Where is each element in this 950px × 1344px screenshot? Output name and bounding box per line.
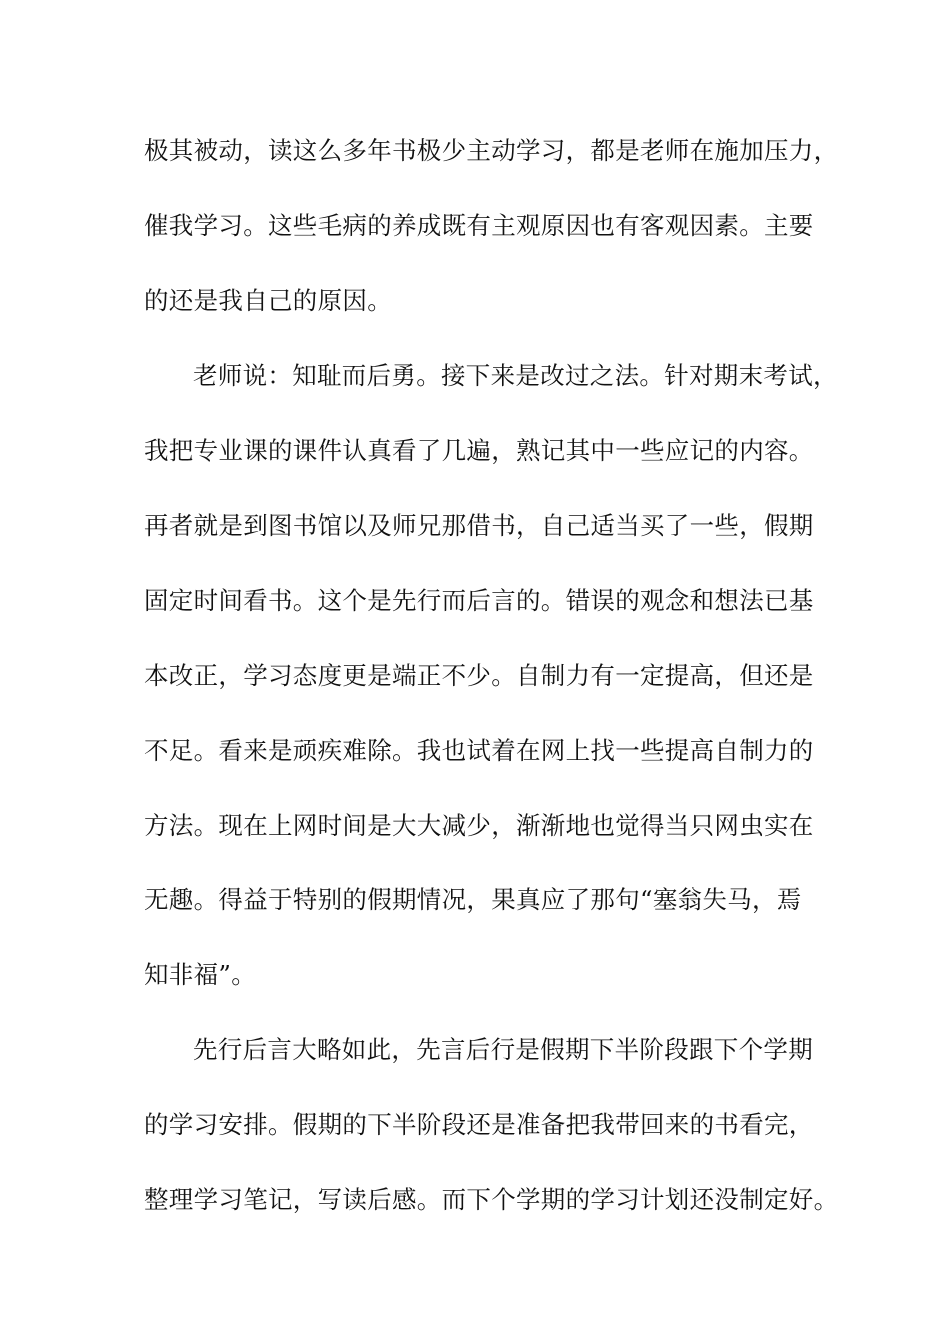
text-line: 的学习安排。假期的下半阶段还是准备把我带回来的书看完，: [144, 1110, 814, 1139]
text-line: 方法。现在上网时间是大大减少，渐渐地也觉得当只网虫实在: [144, 811, 814, 840]
paragraph-start-line: 先行后言大略如此，先言后行是假期下半阶段跟下个学期: [193, 1035, 813, 1064]
text-line: 再者就是到图书馆以及师兄那借书，自己适当买了一些，假期: [144, 511, 814, 540]
text-line: 知非福”。: [144, 960, 257, 989]
text-line: 的还是我自己的原因。: [144, 286, 392, 315]
text-line: 极其被动，读这么多年书极少主动学习，都是老师在施加压力，: [144, 136, 839, 165]
text-line: 无趣。得益于特别的假期情况，果真应了那句“塞翁失马，焉: [144, 885, 802, 914]
text-line: 不足。看来是顽疾难除。我也试着在网上找一些提高自制力的: [144, 736, 814, 765]
text-line: 整理学习笔记，写读后感。而下个学期的学习计划还没制定好。: [144, 1185, 839, 1214]
text-line: 固定时间看书。这个是先行而后言的。错误的观念和想法已基: [144, 586, 814, 615]
paragraph-start-line: 老师说：知耻而后勇。接下来是改过之法。针对期末考试，: [193, 361, 838, 390]
text-line: 本改正，学习态度更是端正不少。自制力有一定提高，但还是: [144, 661, 814, 690]
text-line: 我把专业课的课件认真看了几遍，熟记其中一些应记的内容。: [144, 436, 814, 465]
text-line: 催我学习。这些毛病的养成既有主观原因也有客观因素。主要: [144, 211, 814, 240]
